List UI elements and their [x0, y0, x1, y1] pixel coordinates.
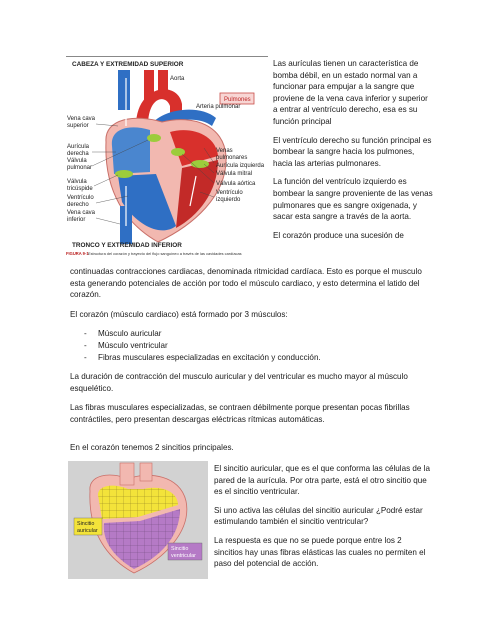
label-pulmones: Pulmones	[224, 97, 251, 103]
figure-top-title: CABEZA Y EXTREMIDAD SUPERIOR	[72, 61, 184, 68]
paragraph-corazon-start: El corazón produce una sucesión de	[273, 230, 404, 240]
figure-caption-number: FIGURA 9-1	[66, 251, 89, 256]
label-ventriculo-der-1: Ventrículo	[67, 195, 94, 201]
label-vena-cava-sup-2: superior	[67, 123, 89, 129]
mitral-valve-shape	[191, 160, 209, 168]
paragraph-ritmicidad: continuadas contracciones cardiacas, denominada ritmicidad cardíaca. Esto es porque el musculo esta generando potenciales de acción por todo el músculo cardiaco, y esto determina el latido del corazón.	[70, 267, 422, 300]
paragraph-sincitio-auricular: El sincitio auricular, que es el que conforma las células de la pared de la aurícula. Por otra parte, está el otro sincitio que es el sincitio ventricular.	[214, 464, 430, 497]
side-text-block-1	[273, 58, 433, 248]
paragraph-ventriculo-derecho: El ventrículo derecho su función principal es bombear la sangre hacia los pulmones, hacia las arterias pulmonares.	[273, 135, 432, 168]
paragraph-sincitios-intro: En el corazón tenemos 2 sincitios principales.	[70, 443, 234, 452]
paragraph-ventriculo-izquierdo: La función del ventrículo izquierdo es bombear la sangre proveniente de las venas pulmonares que es sangre oxigenada, y sacar esta sangre a través de la aorta.	[273, 177, 433, 222]
label-venas-2: pulmonares	[216, 155, 248, 161]
paragraph-pregunta: Si uno activa las células del sincitio auricular ¿Podré estar estimulando también el sincitio ventricular?	[214, 505, 423, 527]
paragraph-duracion: La duración de contracción del musculo auricular y del ventricular es mucho mayor al músculo esquelético.	[70, 372, 408, 393]
paragraph-auriculas: Las aurículas tienen un característica de bomba débil, en un estado normal van a funcionar para empujar a la sangre que proviene de la vena cava inferior y superior a entrar al ventrículo derecho, esa es su función principal	[273, 59, 428, 126]
muscle-list	[70, 328, 430, 363]
label-sincitio-auricular-2: auricular	[77, 528, 98, 534]
label-auricula-der-1: Aurícula	[67, 144, 90, 150]
syncytium-figure	[68, 461, 208, 579]
label-sincitio-ventricular-2: ventricular	[171, 553, 196, 559]
label-vena-cava-inf-1: Vena cava	[67, 210, 96, 216]
paragraph-respuesta: La respuesta es que no se puede porque entre los 2 sincitios hay unas fibras elásticas las cuales no permiten el paso del potencial de acción.	[214, 535, 426, 569]
label-arteria-pulmonar: Arteria pulmonar	[196, 104, 241, 110]
paragraph-fibras: Las fibras musculares especializadas, se contraen débilmente porque presentan pocas fibrillas contráctiles, pero presentan descargas eléctricas rítmicas automáticas.	[70, 403, 410, 424]
main-text-block	[70, 266, 430, 434]
label-aorta: Aorta	[170, 76, 185, 82]
label-ventriculo-izq-1: Ventrículo	[216, 190, 243, 196]
upper-blue-vessel	[118, 70, 130, 110]
label-venas-1: Venas	[216, 148, 233, 154]
paragraph-musculos-intro: El corazón (músculo cardiaco) está formado por 3 músculos:	[70, 309, 288, 319]
tricuspid-valve-shape	[115, 170, 133, 178]
vessel-stub	[120, 463, 134, 485]
label-auricula-der-2: derecha	[67, 151, 89, 157]
label-ventriculo-izq-2: izquierdo	[216, 197, 241, 203]
label-vena-cava-sup-1: Vena cava	[67, 116, 96, 122]
right-atrium-shape	[112, 127, 150, 174]
label-vena-cava-inf-2: inferior	[67, 217, 86, 223]
label-valvula-tric-2: tricúspide	[67, 186, 93, 192]
label-valvula-pulm-1: Válvula	[67, 158, 87, 164]
label-auricula-izquierda: Aurícula izquierda	[216, 163, 265, 169]
label-sincitio-auricular-1: Sincitio	[77, 521, 95, 527]
vessel-stub	[140, 463, 152, 481]
figure-caption-text: Estructura del corazón y trayecto del flujo sanguíneo a través de las cavidades cardíacas	[88, 251, 242, 256]
figure-bottom-title: TRONCO Y EXTREMIDAD INFERIOR	[72, 242, 182, 249]
label-valvula-mitral: Válvula mitral	[216, 171, 253, 177]
side-text-block-2	[214, 463, 432, 577]
label-valvula-tric-1: Válvula	[67, 179, 87, 185]
list-item: - Músculo ventricular	[70, 340, 430, 352]
list-item: - Músculo auricular	[70, 328, 430, 340]
label-valvula-aortica: Válvula aórtica	[216, 181, 256, 187]
label-sincitio-ventricular-1: Sincitio	[171, 546, 189, 552]
heart-structure-figure	[66, 56, 268, 260]
label-ventriculo-der-2: derecho	[67, 202, 89, 208]
list-item: - Fibras musculares especializadas en excitación y conducción.	[70, 352, 430, 364]
label-valvula-pulm-2: pulmonar	[67, 165, 93, 171]
pulmonary-valve-shape	[147, 134, 161, 142]
